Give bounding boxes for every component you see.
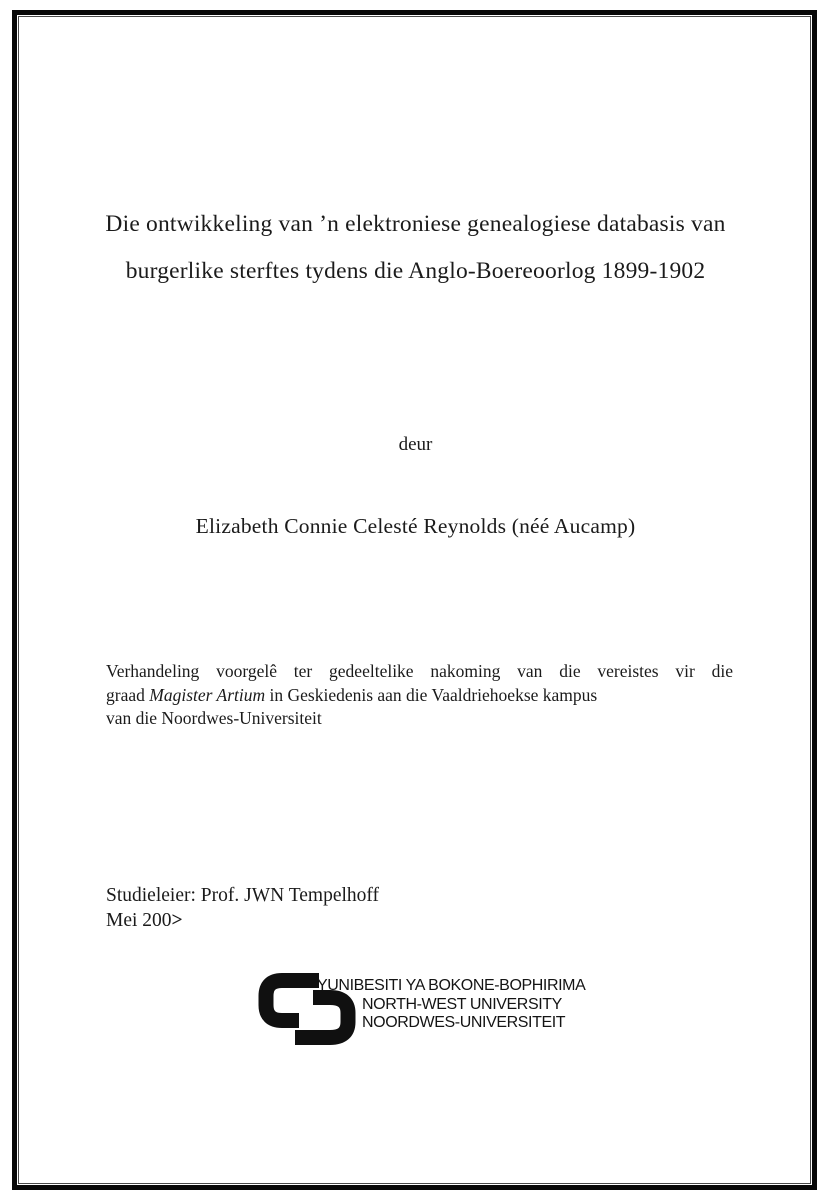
submission-line2-post: in Geskiedenis aan die Vaaldriehoekse kampus — [265, 684, 598, 705]
thesis-title-line1: Die ontwikkeling van ’n elektroniese genealogiese databasis van — [105, 211, 726, 237]
date-last-digit: > — [171, 910, 182, 931]
logo-text-english: NORTH-WEST UNIVERSITY — [362, 996, 562, 1013]
logo-text-afrikaans: NOORDWES-UNIVERSITEIT — [362, 1014, 566, 1031]
date-line — [106, 910, 182, 932]
supervisor-line: Studieleier: Prof. JWN Tempelhoff — [106, 885, 380, 906]
university-logo — [258, 972, 588, 1050]
thesis-title-line2: burgerlike sterftes tydens die Anglo-Boereoorlog 1899-1902 — [125, 258, 706, 284]
byline-label: deur — [398, 434, 433, 455]
submission-line1: Verhandeling voorgelê ter gedeeltelike nakoming van die vereistes vir die — [106, 661, 733, 681]
submission-line2-pre: graad — [106, 684, 150, 705]
thesis-title — [50, 201, 781, 295]
date-prefix: Mei 200 — [106, 910, 172, 931]
submission-statement — [106, 660, 733, 731]
author-name: Elizabeth Connie Celesté Reynolds (néé Aucamp) — [195, 514, 636, 538]
submission-line2 — [106, 684, 733, 708]
submission-line3: van die Noordwes-Universiteit — [106, 708, 322, 728]
degree-name: Magister Artium — [149, 684, 266, 705]
logo-text-setswana: YUNIBESITI YA BOKONE-BOPHIRIMA — [317, 977, 586, 994]
